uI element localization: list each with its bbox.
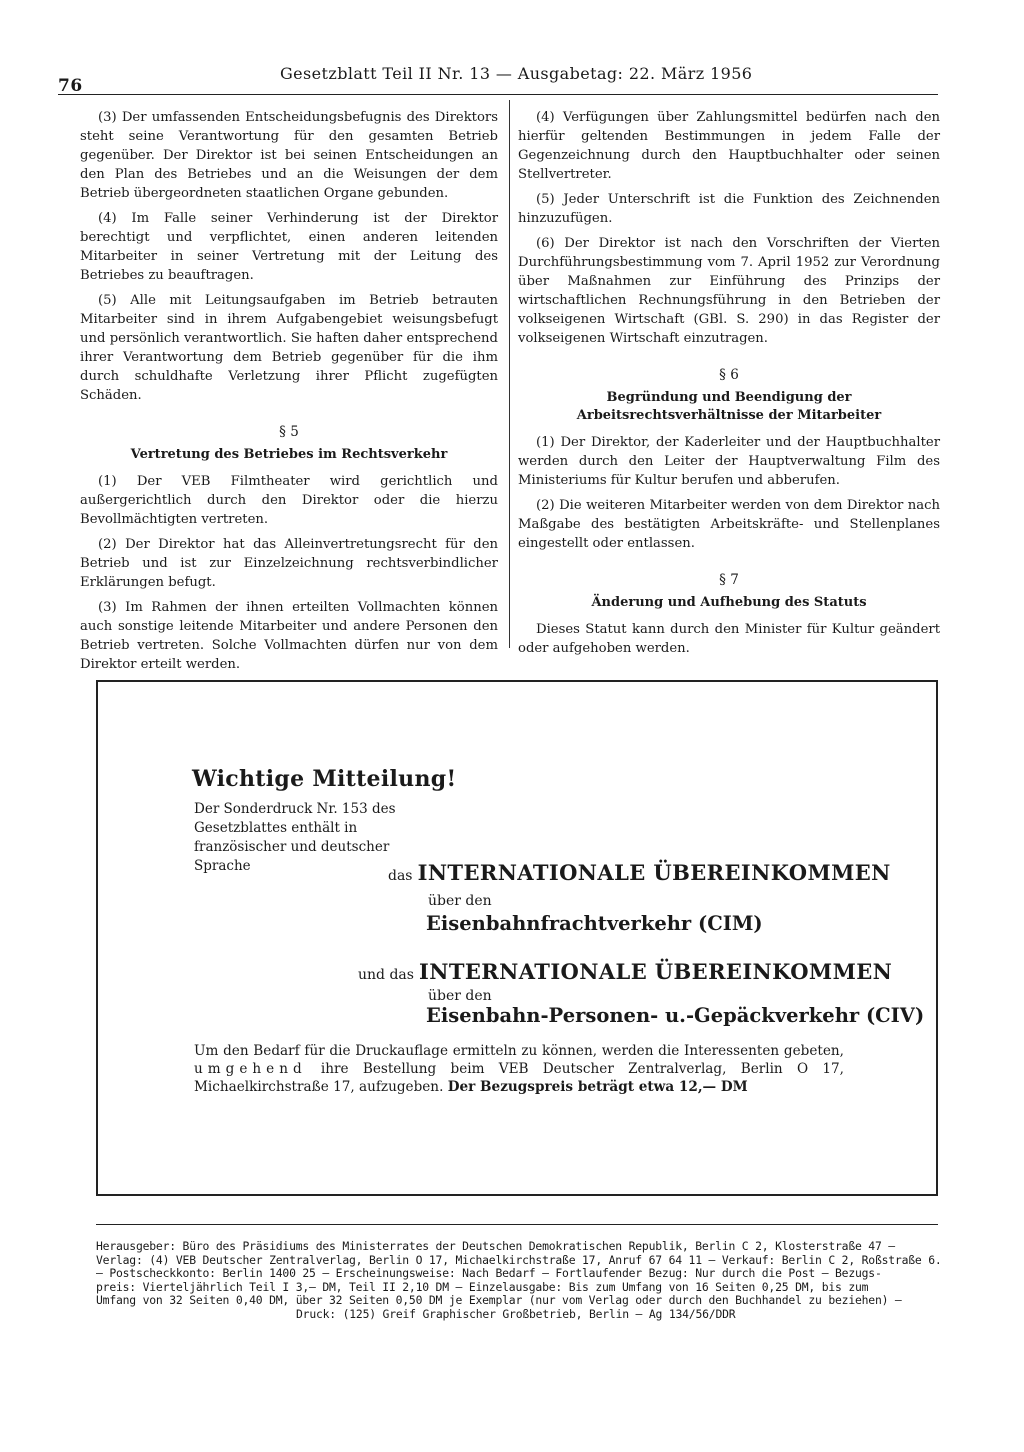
treaty-connector: über den bbox=[428, 893, 492, 909]
treaty-scope: Eisenbahnfrachtverkehr (CIM) bbox=[426, 912, 763, 935]
treaty-connector: über den bbox=[428, 988, 492, 1004]
treaty-title: INTERNATIONALE ÜBEREINKOMMEN bbox=[419, 959, 893, 984]
imprint-line: — Postscheckkonto: Berlin 1400 25 — Erscheinungsweise: Nach Bedarf — Fortlaufender Bezug: Nur durch die Post — Bezugs- bbox=[96, 1266, 882, 1281]
paragraph: (4) Verfügungen über Zahlungsmittel bedürfen nach den hierfür geltenden Bestimmungen in jedem Falle der Gegenzeichnung durch den Hauptbuchhalter oder seinen Stellvertreter. bbox=[518, 110, 940, 182]
paragraph: (2) Die weiteren Mitarbeiter werden von dem Direktor nach Maßgabe des bestätigten Arbeitskräfte- und Stellenplanes eingestellt oder entlassen. bbox=[518, 498, 940, 551]
imprint-line: Umfang von 32 Seiten 0,40 DM, über 32 Seiten 0,50 DM je Exemplar (nur vom Verlag oder durch den Buchhandel zu beziehen) — bbox=[96, 1293, 902, 1308]
left-column bbox=[80, 108, 498, 680]
paragraph: (5) Jeder Unterschrift ist die Funktion des Zeichnenden hinzuzufügen. bbox=[518, 192, 940, 226]
paragraph: (2) Der Direktor hat das Alleinvertretungsrecht für den Betrieb und ist zur Einzelzeichnung rechtsverbindlicher Erklärungen befugt. bbox=[80, 537, 498, 590]
notice-title: Wichtige Mitteilung! bbox=[192, 766, 457, 792]
treaty-prefix: das bbox=[388, 868, 413, 884]
treaty-1-title-line bbox=[388, 860, 891, 885]
section-number: § 6 bbox=[719, 367, 739, 383]
notice-body-middle: ihre Bestellung beim VEB Deutscher Zentralverlag, Berlin O 17, Michaelkirchstraße 17, aufzugeben. bbox=[194, 1061, 844, 1095]
imprint-line: Verlag: (4) VEB Deutscher Zentralverlag, Berlin O 17, Michaelkirchstraße 17, Anruf 67 64 11 — Verkauf: Berlin C 2, Roßstraße 6. bbox=[96, 1252, 942, 1267]
running-header: Gesetzblatt Teil II Nr. 13 — Ausgabetag: 22. März 1956 bbox=[280, 64, 753, 83]
paragraph: (3) Im Rahmen der ihnen erteilten Vollmachten können auch sonstige leitende Mitarbeiter und andere Personen den Betrieb vertreten. Solche Vollmachten dürfen nur von dem Direktor erteilt werden. bbox=[80, 600, 498, 672]
treaty-scope: Eisenbahn-Personen- u.-Gepäckverkehr (CIV) bbox=[426, 1004, 925, 1027]
section-number: § 5 bbox=[279, 424, 299, 440]
paragraph: (1) Der VEB Filmtheater wird gerichtlich und außergerichtlich durch den Direktor oder die hierzu Bevollmächtigten vertreten. bbox=[80, 474, 498, 527]
right-column bbox=[518, 108, 940, 664]
imprint-line: Herausgeber: Büro des Präsidiums des Ministerrates der Deutschen Demokratischen Republik, Berlin C 2, Klosterstraße 47 — bbox=[96, 1239, 895, 1253]
imprint bbox=[96, 1240, 956, 1322]
notice-price: Der Bezugspreis beträgt etwa 12,— DM bbox=[447, 1079, 748, 1095]
notice-body bbox=[194, 1042, 844, 1096]
header-rule bbox=[58, 94, 938, 95]
section-heading: Vertretung des Betriebes im Rechtsverkehr bbox=[130, 447, 448, 462]
section-heading: Begründung und Beendigung der Arbeitsrechtsverhältnisse der Mitarbeiter bbox=[576, 390, 882, 423]
notice-body-start: Um den Bedarf für die Druckauflage ermitteln zu können, werden die Interessenten gebeten, bbox=[194, 1043, 844, 1059]
footer-rule bbox=[96, 1224, 938, 1225]
notice-box bbox=[96, 680, 938, 1196]
treaty-title: INTERNATIONALE ÜBEREINKOMMEN bbox=[417, 860, 891, 885]
notice-body-emphasis: umgehend bbox=[194, 1061, 307, 1077]
section-heading: Änderung und Aufhebung des Statuts bbox=[591, 595, 867, 610]
paragraph: Dieses Statut kann durch den Minister für Kultur geändert oder aufgehoben werden. bbox=[518, 622, 940, 656]
paragraph: (1) Der Direktor, der Kaderleiter und der Hauptbuchhalter werden durch den Leiter der Hauptverwaltung Film des Ministeriums für Kultur berufen und abberufen. bbox=[518, 435, 940, 488]
imprint-line: Druck: (125) Greif Graphischer Großbetrieb, Berlin — Ag 134/56/DDR bbox=[296, 1306, 736, 1321]
page-number: 76 bbox=[58, 76, 83, 96]
section-number: § 7 bbox=[719, 572, 739, 588]
column-divider bbox=[509, 100, 510, 648]
treaty-2-title-line bbox=[358, 959, 892, 984]
paragraph: (3) Der umfassenden Entscheidungsbefugnis des Direktors steht seine Verantwortung für den gesamten Betrieb gegenüber. Der Direktor ist bei seinen Entscheidungen an den Plan des Betriebes und an die Weisungen der dem Betrieb übergeordneten staatlichen Organe gebunden. bbox=[80, 110, 498, 201]
paragraph: (6) Der Direktor ist nach den Vorschriften der Vierten Durchführungsbestimmung vom 7. April 1952 zur Verordnung über Maßnahmen zur Einführung des Prinzips der wirtschaftlichen Rechnungsführung in den Betrieben der volkseigenen Wirtschaft (GBl. S. 290) in das Register der volkseigenen Wirtschaft einzutragen. bbox=[518, 236, 940, 346]
paragraph: (4) Im Falle seiner Verhinderung ist der Direktor berechtigt und verpflichtet, einen anderen leitenden Mitarbeiter in seiner Vertretung mit der Leitung des Betriebes zu beauftragen. bbox=[80, 211, 498, 283]
treaty-prefix: und das bbox=[358, 967, 414, 983]
notice-intro: Der Sonderdruck Nr. 153 des Gesetzblattes enthält in französischer und deutscher Sprache bbox=[194, 801, 396, 874]
imprint-line: preis: Vierteljährlich Teil I 3,— DM, Teil II 2,10 DM — Einzelausgabe: Bis zum Umfang von 16 Seiten 0,25 DM, bis zum bbox=[96, 1279, 869, 1294]
paragraph: (5) Alle mit Leitungsaufgaben im Betrieb betrauten Mitarbeiter sind in ihrem Aufgabengebiet weisungsbefugt und persönlich verantwortlich. Sie haften daher entsprechend ihrer Verantwortung dem Betrieb gegenüber für die ihm durch schuldhafte Verletzung ihrer Pflicht zugefügten Schäden. bbox=[80, 293, 498, 403]
